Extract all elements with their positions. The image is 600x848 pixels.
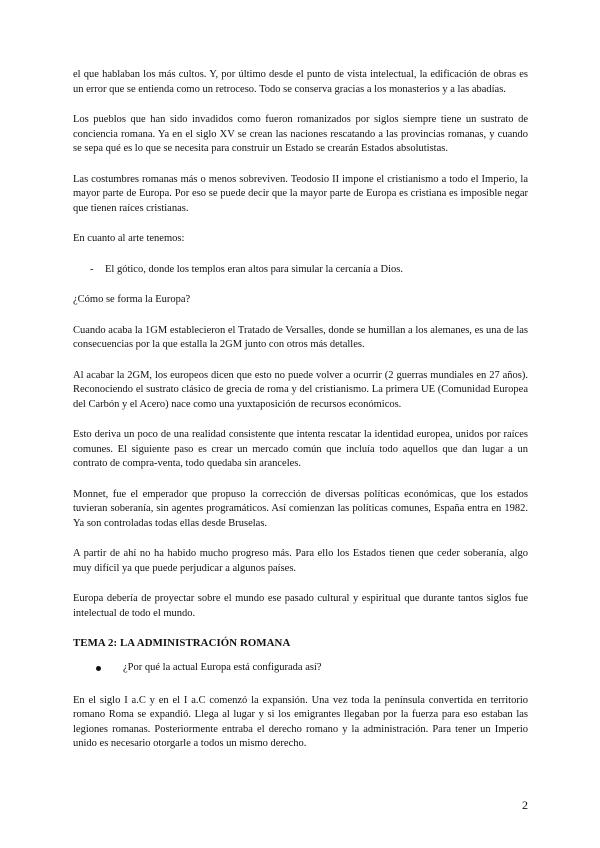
list-item	[73, 263, 528, 278]
bullet-dot-icon	[96, 666, 101, 671]
bullet-item-text: ¿Por qué la actual Europa está configurada así?	[123, 662, 322, 673]
paragraph-art-intro: En cuanto al arte tenemos:	[73, 233, 185, 244]
paragraph-monasteries: el que hablaban los más cultos. Y, por último desde el punto de vista intelectual, la edificación de obras es un error que se entienda como un retroceso. Todo se conserva gracias a los monasterios y a las abadías.	[73, 69, 528, 95]
bullet-item	[73, 661, 528, 676]
paragraph-post-war: Al acabar la 2GM, los europeos dicen que esto no puede volver a ocurrir (2 guerras mundiales en 27 años). Reconociendo el sustrato clásico de grecia de roma y del cristianismo. La primera UE (Comunidad Europea del Carbón y el Acero) nace como una yuxtaposición de recursos económicos.	[73, 369, 528, 410]
paragraph-roman-conscience: Los pueblos que han sido invadidos como fueron romanizados por siglos siempre tiene un sustrato de conciencia romana. Ya en el siglo XV se crean las naciones rescatando a las provincias romanas, y cuando se sepa qué es lo que se necesita para construir un Estado se crearán Estados absolutistas.	[73, 114, 528, 154]
page-number: 2	[522, 798, 528, 812]
paragraph-roman-customs: Las costumbres romanas más o menos sobreviven. Teodosio II impone el cristianismo a todo el Imperio, la mayor parte de Europa. Por eso se puede decir que la mayor parte de Europa es cristiana es imposible negar que tienen raíces cristianas.	[73, 173, 528, 214]
paragraph-cultural-projection: Europa debería de proyectar sobre el mundo ese pasado cultural y espiritual que durante tantos siglos fue intelectual de todo el mundo.	[73, 593, 528, 619]
list-item-text: El gótico, donde los templos eran altos para simular la cercanía a Dios.	[105, 263, 403, 275]
document-page	[73, 68, 528, 768]
paragraph-question-europe: ¿Cómo se forma la Europa?	[73, 294, 191, 305]
paragraph-versailles: Cuando acaba la 1GM establecieron el Tratado de Versalles, donde se humillan a los alemanes, es una de las consecuencias por la que estalla la 2GM junto con otros más detalles.	[73, 324, 528, 350]
dash-marker: -	[90, 263, 94, 275]
art-list	[73, 263, 528, 278]
paragraph-sovereignty: A partir de ahí no ha habido mucho progreso más. Para ello los Estados tienen que ceder soberanía, algo muy difícil ya que puede perjudicar a algunos países.	[73, 548, 528, 574]
section-bullet-list	[73, 661, 528, 676]
paragraph-common-market: Esto deriva un poco de una realidad consistente que intenta rescatar la identidad europea, unidos por raíces comunes. El siguiente paso es crear un mercado común que incluía todo aquellos que dan lugar a un contrato de compra-venta, todo quedaba sin aranceles.	[73, 429, 528, 469]
section-heading: TEMA 2: LA ADMINISTRACIÓN ROMANA	[73, 637, 291, 649]
paragraph-roman-expansion: En el siglo I a.C y en el I a.C comenzó la expansión. Una vez toda la península convertida en territorio romano Roma se expandió. Llega al lugar y si los emigrantes llegaban por la fuerza para eso estaban las legiones romanas. Posteriormente entraba el derecho romano y la administración. Para tener un Imperio unido es necesario otorgarle a todos un mismo derecho.	[73, 694, 528, 749]
paragraph-monnet: Monnet, fue el emperador que propuso la corrección de diversas políticas económicas, que los estados tuvieran soberanía, sin agentes programáticos. Así comienzan las políticas comunes, España entra en 1982. Ya son controladas todas ellas desde Bruselas.	[73, 488, 528, 529]
